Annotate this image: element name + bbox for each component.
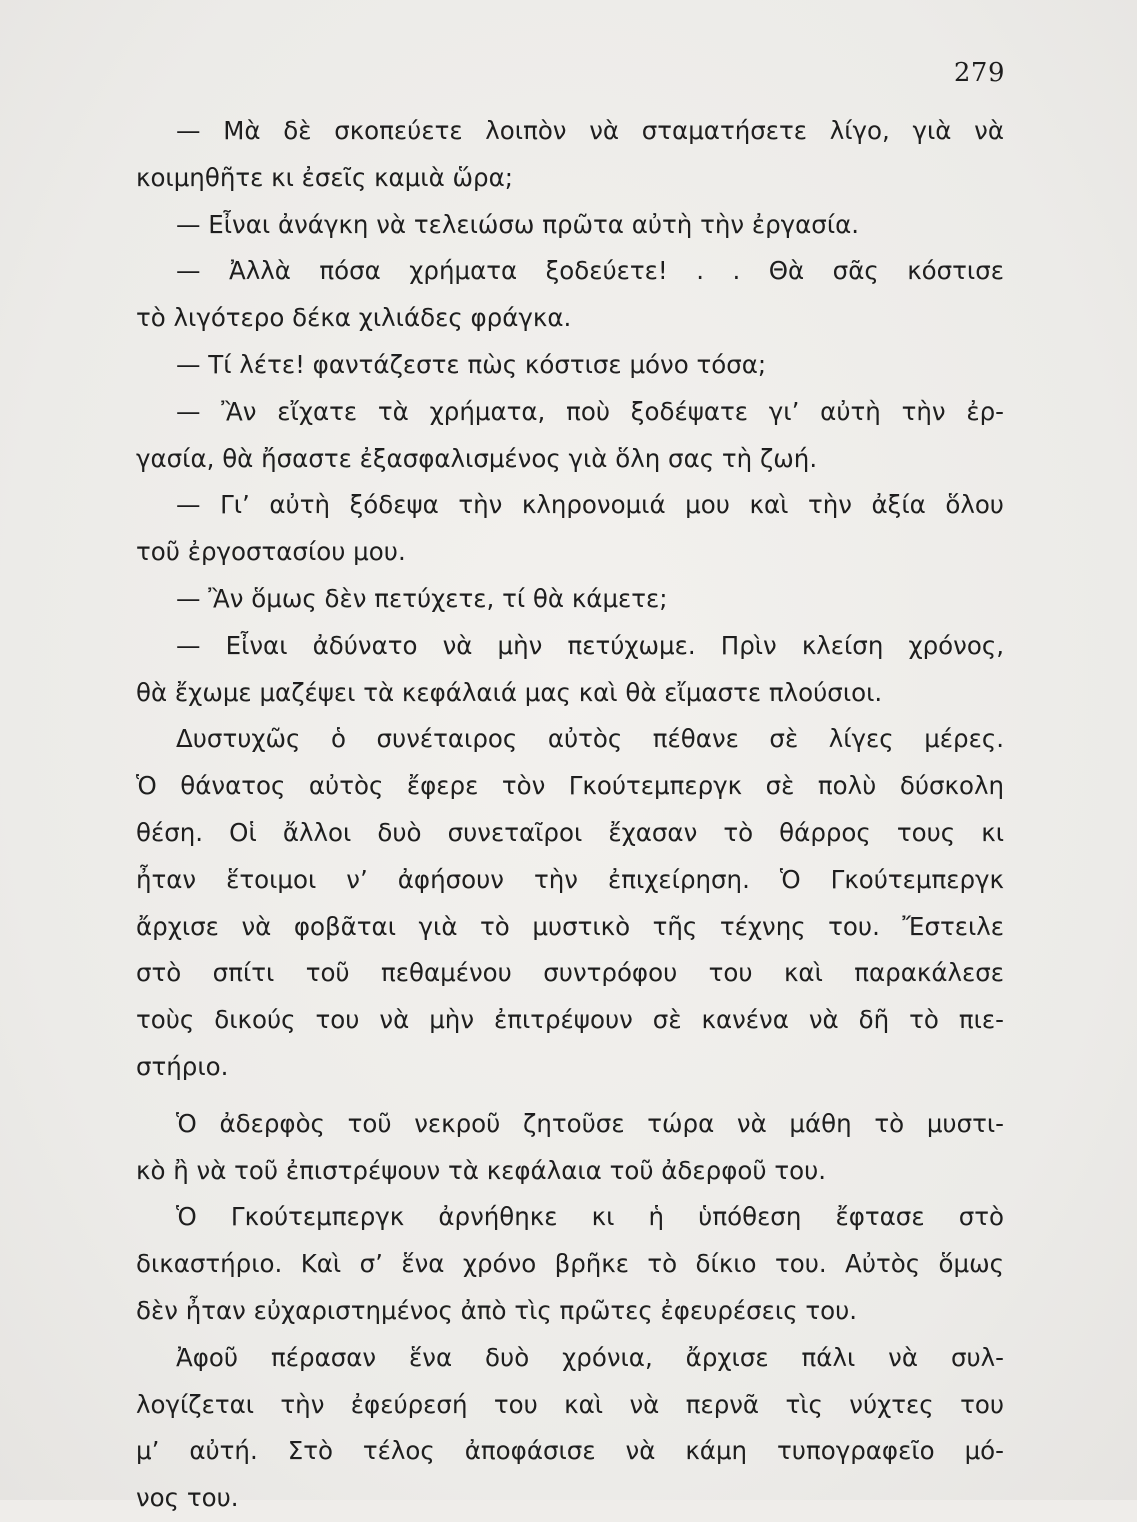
page-text [136,108,1004,1522]
paragraph [136,202,1004,249]
text-line: — Γι’ αὐτὴ ξόδεψα τὴν κληρονομιά μου καὶ τὴν ἀξία ὅλου [176,490,1004,520]
text-line: λογίζεται τὴν ἐφεύρεσή του καὶ νὰ περνᾶ τὶς νύχτες του [136,1389,1004,1419]
paragraph [136,716,1004,1090]
text-line: — Ἀλλὰ πόσα χρήματα ξοδεύετε! . . Θὰ σᾶς κόστισε [176,256,1004,286]
text-line: θέση. Οἱ ἄλλοι δυὸ συνεταῖροι ἔχασαν τὸ θάρρος τους κι [136,817,1004,847]
paragraph [136,108,1004,202]
text-line: — Εἶναι ἀνάγκη νὰ τελειώσω πρῶτα αὐτὴ τὴν ἐργασία. [176,209,860,239]
text-line: — Μὰ δὲ σκοπεύετε λοιπὸν νὰ σταματήσετε λίγο, γιὰ νὰ [176,116,1004,145]
text-line: — Ἂν ὅμως δὲν πετύχετε, τί θὰ κάμετε; [176,583,668,613]
text-line: — Εἶναι ἀδύνατο νὰ μὴν πετύχωμε. Πρὶν κλείση χρόνος, [176,630,1004,660]
text-line: — Ἂν εἴχατε τὰ χρήματα, ποὺ ξοδέψατε γι’ αὐτὴ τὴν ἐρ- [176,396,1004,426]
text-line: ἄρχισε νὰ φοβᾶται γιὰ τὸ μυστικὸ τῆς τέχνης του. Ἔστειλε [136,911,1004,941]
text-line: κοιμηθῆτε κι ἐσεῖς καμιὰ ὥρα; [136,162,513,192]
text-line: δικαστήριο. Καὶ σ’ ἕνα χρόνο βρῆκε τὸ δίκιο του. Αὐτὸς ὅμως [136,1249,1004,1279]
text-line: στήριο. [136,1051,229,1081]
text-line: νος του. [136,1483,239,1513]
text-line: ἦταν ἕτοιμοι ν’ ἀφήσουν τὴν ἐπιχείρηση. Ὁ Γκούτεμπεργκ [136,864,1004,894]
paragraph [136,248,1004,342]
paragraph [136,482,1004,576]
text-line: Ὁ Γκούτεμπεργκ ἀρνήθηκε κι ἡ ὑπόθεση ἔφτασε στὸ [176,1202,1004,1232]
text-line: Ὁ ἀδερφὸς τοῦ νεκροῦ ζητοῦσε τώρα νὰ μάθη τὸ μυστι- [176,1108,1004,1138]
paragraph [136,389,1004,483]
text-line: μ’ αὐτή. Στὸ τέλος ἀποφάσισε νὰ κάμη τυπογραφεῖο μό- [136,1436,1004,1466]
paragraph [136,342,1004,389]
text-line: τοὺς δικούς του νὰ μὴν ἐπιτρέψουν σὲ κανένα νὰ δῆ τὸ πιε- [136,1005,1004,1035]
paragraph [136,576,1004,623]
text-line: κὸ ἢ νὰ τοῦ ἐπιστρέψουν τὰ κεφάλαια τοῦ ἀδερφοῦ του. [136,1155,827,1185]
page-number: 279 [953,58,1005,88]
text-line: στὸ σπίτι τοῦ πεθαμένου συντρόφου του καὶ παρακάλεσε [136,958,1004,988]
text-line: Ὁ θάνατος αὐτὸς ἔφερε τὸν Γκούτεμπεργκ σὲ πολὺ δύσκολη [136,771,1004,801]
text-line: — Τί λέτε! φαντάζεστε πὼς κόστισε μόνο τόσα; [176,349,767,379]
text-line: τοῦ ἐργοστασίου μου. [136,537,406,567]
text-line: Ἀφοῦ πέρασαν ἕνα δυὸ χρόνια, ἄρχισε πάλι νὰ συλ- [176,1342,1004,1372]
text-line: γασία, θὰ ἤσαστε ἐξασφαλισμένος γιὰ ὅλη σας τὴ ζωή. [136,443,818,473]
text-line: θὰ ἔχωμε μαζέψει τὰ κεφάλαιά μας καὶ θὰ εἴμαστε πλούσιοι. [136,677,883,707]
paragraph [136,1101,1004,1195]
paragraph [136,1194,1004,1334]
text-line: τὸ λιγότερο δέκα χιλιάδες φράγκα. [136,303,572,333]
paragraph [136,1335,1004,1522]
paragraph [136,623,1004,717]
text-line: δὲν ἦταν εὐχαριστημένος ἀπὸ τὶς πρῶτες ἐφευρέσεις του. [136,1295,858,1325]
text-line: Δυστυχῶς ὁ συνέταιρος αὐτὸς πέθανε σὲ λίγες μέρες. [176,724,1004,754]
